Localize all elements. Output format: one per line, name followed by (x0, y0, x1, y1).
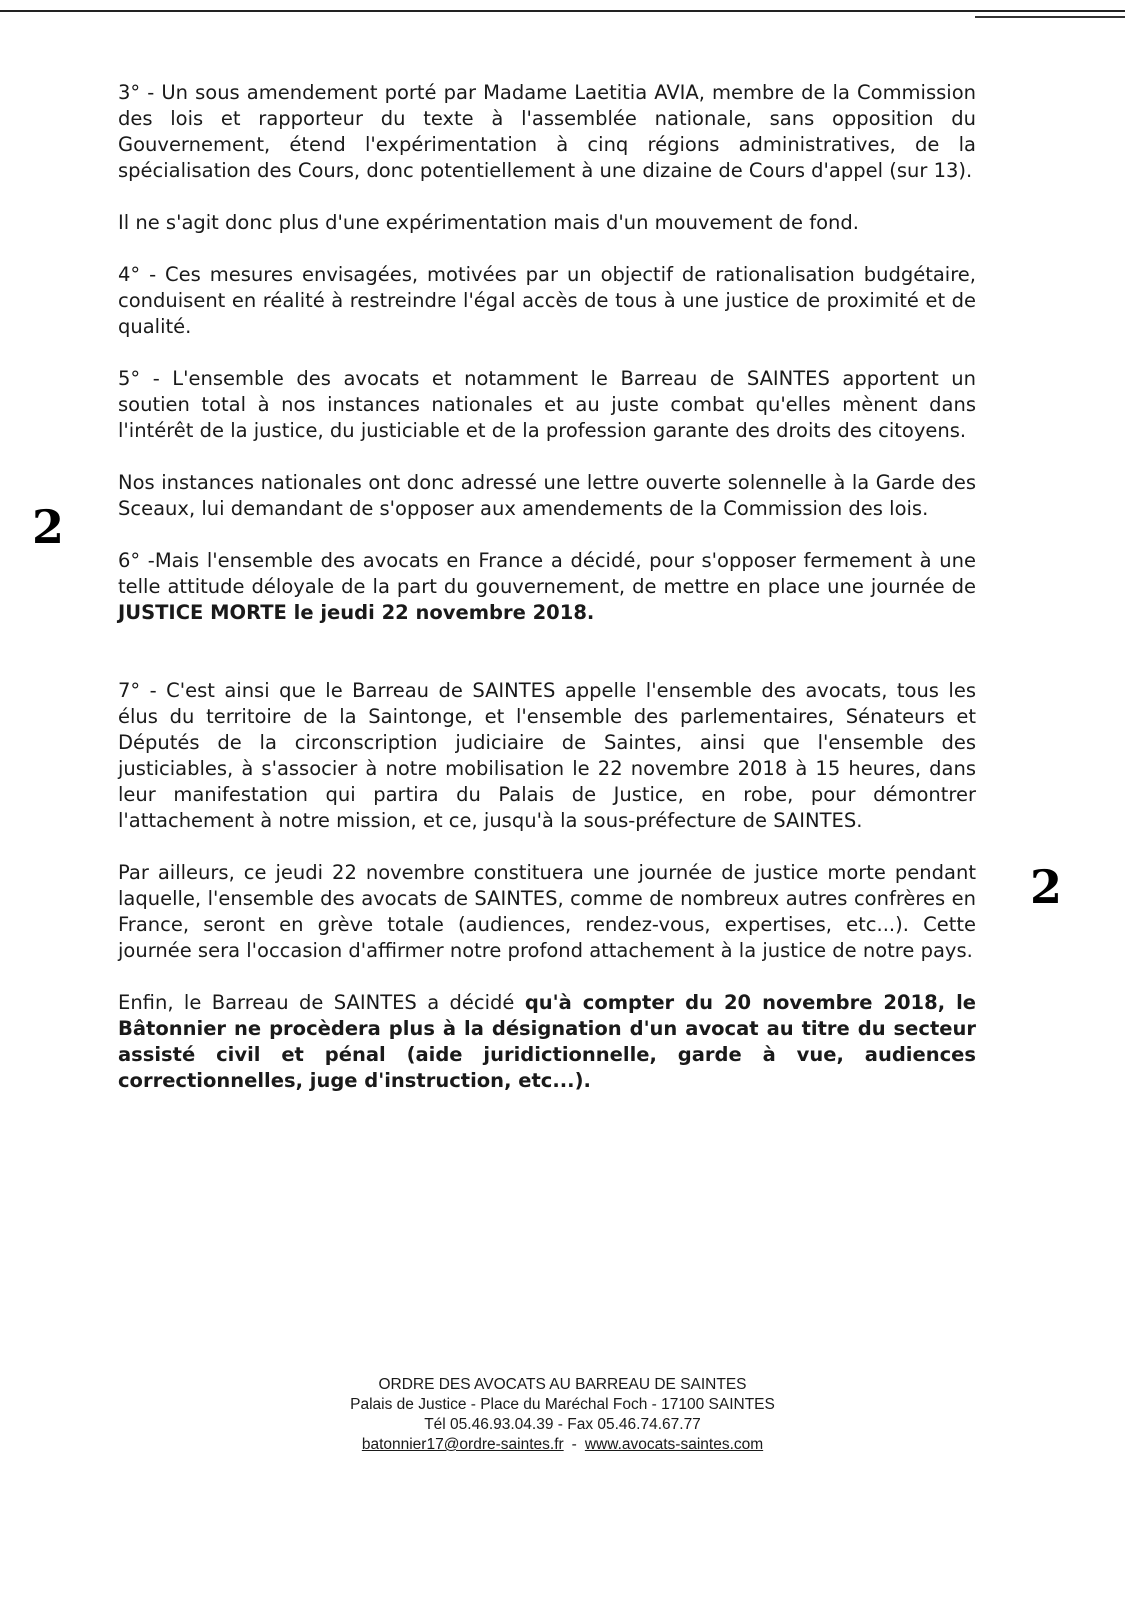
footer-email-link[interactable]: batonnier17@ordre-saintes.fr (361, 1436, 564, 1453)
paragraph-9 (118, 990, 976, 1094)
footer-contacts (0, 1435, 1125, 1455)
paragraph-open-letter: Nos instances nationales ont donc adressé une lettre ouverte solennelle à la Garde des Sceaux, lui demandant de s'opposer aux amendements de la Commission des lois. (118, 471, 976, 520)
paragraph-9-text: Enfin, le Barreau de SAINTES a décidé (118, 991, 525, 1014)
paragraph-3: 3° - Un sous amendement porté par Madame Laetitia AVIA, membre de la Commission des lois et rapporteur du texte à l'assemblée nationale, sans opposition du Gouvernement, étend l'expérimentation à cinq régions administratives, de la spécialisation des Cours, donc potentiellement à une dizaine de Cours d'appel (sur 13). (118, 81, 976, 182)
letter-body (118, 80, 976, 1120)
page-mark-left: 2 (32, 500, 65, 554)
scan-top-dash (975, 16, 1125, 18)
paragraph-4: 4° - Ces mesures envisagées, motivées par un objectif de rationalisation budgétaire, conduisent en réalité à restreindre l'égal accès de tous à une justice de proximité et de qualité. (118, 263, 976, 338)
scan-top-line (0, 10, 1125, 12)
paragraph-3-conclusion: Il ne s'agit donc plus d'une expérimentation mais d'un mouvement de fond. (118, 211, 859, 234)
paragraph-7: 7° - C'est ainsi que le Barreau de SAINTES appelle l'ensemble des avocats, tous les élus du territoire de la Saintonge, et l'ensemble des parlementaires, Sénateurs et Députés de la circonscription judiciaire de Saintes, ainsi que l'ensemble des justiciables, à s'associer à notre mobilisation le 22 novembre 2018 à 15 heures, dans leur manifestation qui partira du Palais de Justice, en robe, pour démontrer l'attachement à notre mission, et ce, jusqu'à la sous-préfecture de SAINTES. (118, 679, 976, 832)
paragraph-6-bold: JUSTICE MORTE le jeudi 22 novembre 2018 (118, 601, 587, 624)
paragraph-6-text: 6° -Mais l'ensemble des avocats en France a décidé, pour s'opposer fermement à une telle attitude déloyale de la part du gouvernement, de mettre en place une journée de (118, 549, 976, 598)
paragraph-6-end: . (586, 601, 595, 624)
paragraph-9-bold: qu'à compter du 20 novembre 2018, le Bâtonnier ne procèdera plus à la désignation d'un avocat au titre du secteur assisté civil et pénal (aide juridictionnelle, garde à vue, audiences correctionnelles, juge d'instruction, etc...). (118, 991, 976, 1092)
letterhead-footer (0, 1375, 1125, 1455)
footer-separator: - (571, 1436, 577, 1453)
footer-org: ORDRE DES AVOCATS AU BARREAU DE SAINTES (378, 1376, 747, 1393)
footer-website-link[interactable]: www.avocats-saintes.com (584, 1436, 764, 1453)
paragraph-8: Par ailleurs, ce jeudi 22 novembre constituera une journée de justice morte pendant laquelle, l'ensemble des avocats de SAINTES, comme de nombreux autres confrères en France, seront en grève totale (audiences, rendez-vous, expertises, etc...). Cette journée sera l'occasion d'affirmer notre profond attachement à la justice de notre pays. (118, 861, 976, 962)
paragraph-6 (118, 548, 976, 626)
footer-phone: Tél 05.46.93.04.39 - Fax 05.46.74.67.77 (424, 1416, 701, 1433)
page-mark-right: 2 (1030, 860, 1063, 914)
paragraph-5: 5° - L'ensemble des avocats et notamment le Barreau de SAINTES apportent un soutien total à nos instances nationales et au juste combat qu'elles mènent dans l'intérêt de la justice, du justiciable et de la profession garante des droits des citoyens. (118, 367, 976, 442)
footer-address: Palais de Justice - Place du Maréchal Foch - 17100 SAINTES (350, 1396, 775, 1413)
